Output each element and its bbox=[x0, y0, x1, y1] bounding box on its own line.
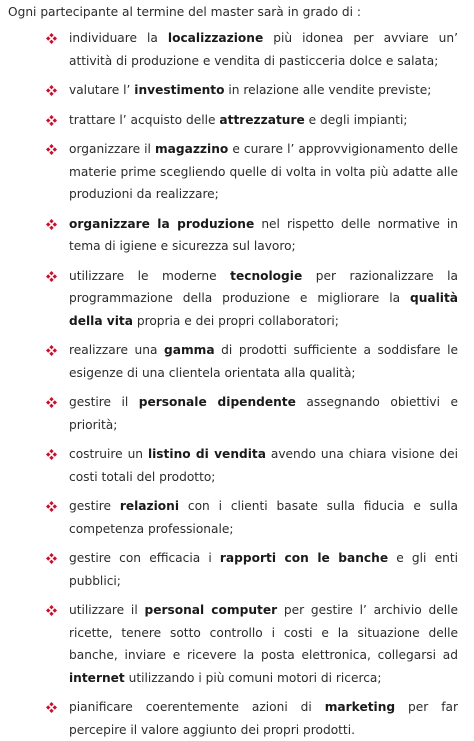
item-text: costruire un bbox=[69, 447, 148, 461]
item-keyword: marketing bbox=[324, 700, 396, 714]
item-keyword: relazioni bbox=[119, 499, 180, 513]
objective-item bbox=[8, 27, 458, 72]
objective-item bbox=[8, 339, 458, 384]
item-keyword: internet bbox=[69, 670, 125, 685]
objective-item bbox=[8, 547, 458, 592]
diamond-cluster-icon bbox=[46, 271, 57, 282]
objective-item bbox=[8, 213, 458, 258]
item-text: pianificare coerentemente azioni di bbox=[69, 700, 325, 714]
item-text: valutare l’ bbox=[69, 83, 135, 97]
item-text: gestire con efficacia i bbox=[69, 551, 220, 565]
diamond-cluster-icon bbox=[46, 85, 57, 96]
item-text: individuare la bbox=[69, 31, 168, 45]
diamond-cluster-icon bbox=[46, 501, 57, 512]
item-text: e gli enti pubblici; bbox=[69, 551, 458, 588]
item-text: con i clienti basate sulla fiducia e sulla competenza professionale; bbox=[69, 499, 458, 536]
item-keyword: personal computer bbox=[144, 603, 278, 617]
objectives-list bbox=[8, 27, 458, 741]
diamond-cluster-icon bbox=[46, 219, 57, 230]
item-keyword: listino di vendita bbox=[147, 447, 266, 461]
item-text: avendo una chiara visione dei costi totali del prodotto; bbox=[69, 447, 458, 484]
item-text: e degli impianti; bbox=[304, 112, 408, 127]
objective-item bbox=[8, 109, 458, 132]
item-keyword: qualità della vita bbox=[69, 291, 458, 328]
item-text: realizzare una bbox=[69, 343, 165, 357]
item-text: utilizzando i più comuni motori di ricerca; bbox=[124, 670, 382, 685]
item-text: e curare l’ approvvigionamento delle materie prime scegliendo quelle di volta in volta più adatte alle produzioni da realizzare; bbox=[69, 142, 459, 201]
item-text: nel rispetto delle normative in tema di igiene e sicurezza sul lavoro; bbox=[69, 216, 458, 253]
objective-item bbox=[8, 265, 458, 333]
item-text: più idonea per avviare un’ attività di produzione e vendita di pasticceria dolce e salata; bbox=[69, 31, 458, 68]
item-text: per gestire l’ archivio delle ricette, tenere sotto controllo i costi e la situazione delle banche, inviare e ricevere la posta elettronica, collegarsi ad bbox=[69, 603, 458, 662]
item-text: di prodotti sufficiente a soddisfare le esigenze di una clientela orientata alla qualità; bbox=[69, 343, 458, 380]
item-keyword: personale dipendente bbox=[138, 395, 296, 409]
diamond-cluster-icon bbox=[46, 397, 57, 408]
diamond-cluster-icon bbox=[46, 449, 57, 460]
item-text: utilizzare il bbox=[69, 603, 145, 617]
item-text: trattare l’ acquisto delle bbox=[69, 112, 220, 127]
diamond-cluster-icon bbox=[46, 553, 57, 564]
diamond-cluster-icon bbox=[46, 702, 57, 713]
item-text: per razionalizzare la programmazione della produzione e migliorare la bbox=[69, 268, 458, 305]
objective-item bbox=[8, 138, 458, 206]
objective-item bbox=[8, 696, 458, 741]
item-text: gestire il bbox=[69, 395, 139, 409]
item-keyword: rapporti con le banche bbox=[219, 551, 389, 565]
item-text: organizzare il bbox=[69, 142, 155, 156]
diamond-cluster-icon bbox=[46, 605, 57, 616]
intro-text: Ogni partecipante al termine del master sarà in grado di : bbox=[8, 5, 362, 19]
item-keyword: attrezzature bbox=[219, 112, 305, 127]
item-text: per far percepire il valore aggiunto dei propri prodotti. bbox=[69, 700, 459, 737]
item-text: propria e dei propri collaboratori; bbox=[132, 313, 339, 328]
item-keyword: organizzare la produzione bbox=[69, 216, 255, 231]
diamond-cluster-icon bbox=[46, 33, 57, 44]
item-keyword: localizzazione bbox=[167, 31, 264, 45]
item-keyword: tecnologie bbox=[230, 268, 303, 283]
item-text: assegnando obiettivi e priorità; bbox=[69, 395, 458, 432]
objective-item bbox=[8, 599, 458, 689]
diamond-cluster-icon bbox=[46, 345, 57, 356]
objective-item bbox=[8, 495, 458, 540]
item-keyword: gamma bbox=[164, 343, 215, 357]
item-text: gestire bbox=[69, 499, 120, 513]
objective-item bbox=[8, 79, 458, 102]
item-keyword: magazzino bbox=[154, 142, 229, 156]
diamond-cluster-icon bbox=[46, 144, 57, 155]
objective-item bbox=[8, 443, 458, 488]
objective-item bbox=[8, 391, 458, 436]
item-keyword: investimento bbox=[134, 83, 225, 97]
item-text: in relazione alle vendite previste; bbox=[224, 83, 432, 97]
item-text: utilizzare le moderne bbox=[69, 268, 231, 283]
diamond-cluster-icon bbox=[46, 115, 57, 126]
